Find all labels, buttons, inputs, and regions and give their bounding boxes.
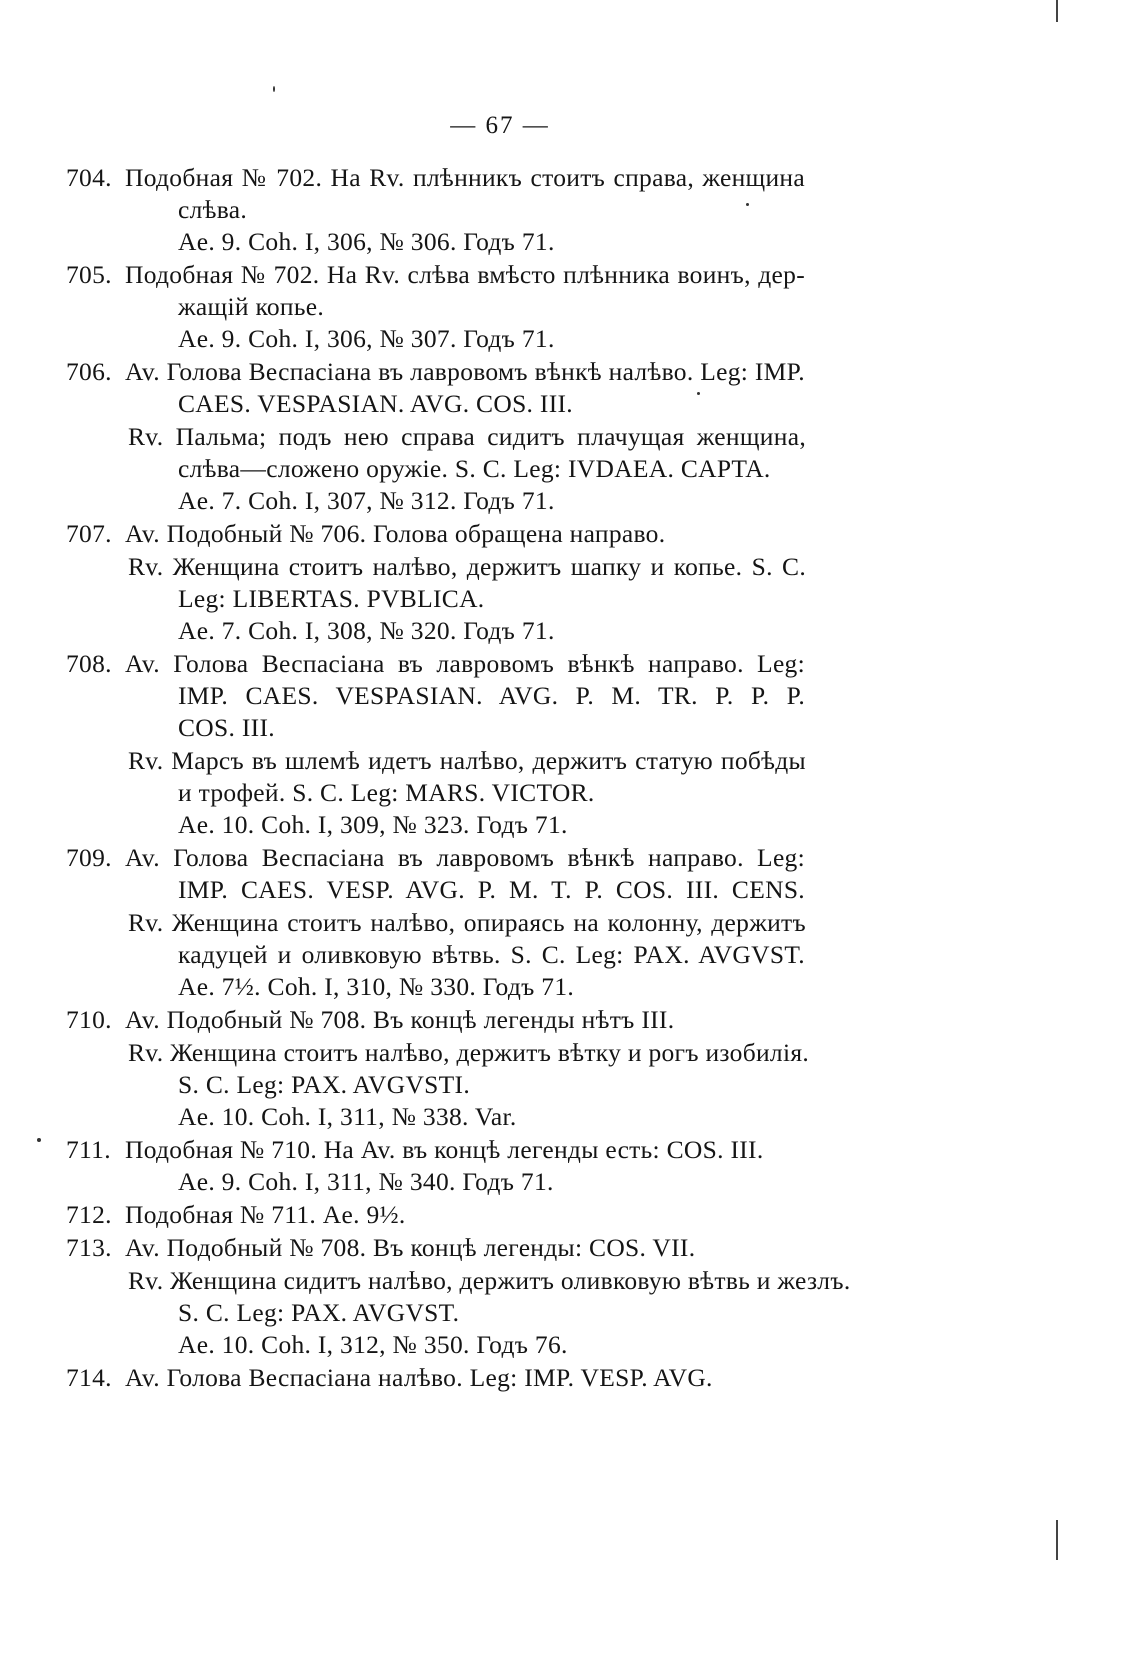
entry-710-line-4: Ae. 10. Coh. I, 311, № 338. Var. xyxy=(178,1102,517,1131)
entry-705-line-1: Подобная № 702. На Rv. слѣва вмѣсто плѣнника воинъ, дер- xyxy=(125,260,805,289)
entry-707-line-1: Av. Подобный № 706. Голова обращена направо. xyxy=(125,519,666,548)
entry-714-line-1: Av. Голова Веспасіана налѣво. Leg: IMP. VESP. AVG. xyxy=(125,1363,713,1392)
entry-708-line-4: Rv. Марсъ въ шлемѣ идетъ налѣво, держитъ статую побѣды xyxy=(128,746,806,775)
entry-number-712: 712. xyxy=(66,1200,112,1229)
entry-705-line-3: Ae. 9. Coh. I, 306, № 307. Годъ 71. xyxy=(178,324,555,353)
scan-speck xyxy=(273,86,275,92)
scan-speck xyxy=(746,203,749,206)
entry-705-line-2: жащій копье. xyxy=(178,292,325,321)
entry-number-705: 705. xyxy=(66,260,112,289)
entry-707-line-2: Rv. Женщина стоитъ налѣво, держитъ шапку и копье. S. C. xyxy=(128,552,806,581)
entry-number-710: 710. xyxy=(66,1005,112,1034)
entry-709-line-5: Ae. 7½. Coh. I, 310, № 330. Годъ 71. xyxy=(178,972,575,1001)
entry-number-708: 708. xyxy=(66,649,112,678)
entry-709-line-2: IMP. CAES. VESP. AVG. P. M. T. P. COS. III. CENS. xyxy=(178,875,805,904)
scan-edge-mark xyxy=(1056,1520,1058,1560)
entry-708-line-5: и трофей. S. C. Leg: MARS. VICTOR. xyxy=(178,778,595,807)
entry-713-line-3: S. C. Leg: PAX. AVGVST. xyxy=(178,1298,460,1327)
entry-707-line-3: Leg: LIBERTAS. PVBLICA. xyxy=(178,584,485,613)
entry-713-line-4: Ae. 10. Coh. I, 312, № 350. Годъ 76. xyxy=(178,1330,568,1359)
entry-708-line-6: Ae. 10. Coh. I, 309, № 323. Годъ 71. xyxy=(178,810,568,839)
entry-708-line-2: IMP. CAES. VESPASIAN. AVG. P. M. TR. P. P. P. xyxy=(178,681,805,710)
entry-706-line-4: слѣва—сложено оружіе. S. C. Leg: IVDAEA. CAPTA. xyxy=(178,454,771,483)
entry-712-line-1: Подобная № 711. Ae. 9½. xyxy=(125,1200,406,1229)
entry-710-line-3: S. C. Leg: PAX. AVGVSTI. xyxy=(178,1070,471,1099)
page-number: — 67 — xyxy=(450,112,550,139)
entry-709-line-3: Rv. Женщина стоитъ налѣво, опираясь на колонну, держитъ xyxy=(128,908,806,937)
scan-speck xyxy=(37,1138,41,1142)
entry-706-line-3: Rv. Пальма; подъ нею справа сидитъ плачущая женщина, xyxy=(128,422,806,451)
entry-713-line-2: Rv. Женщина сидитъ налѣво, держитъ оливковую вѣтвь и жезлъ. xyxy=(128,1266,851,1295)
entry-number-713: 713. xyxy=(66,1233,112,1262)
entry-704-line-1: Подобная № 702. На Rv. плѣнникъ стоитъ справа, женщина xyxy=(125,163,805,192)
entry-709-line-1: Av. Голова Веспасіана въ лавровомъ вѣнкѣ направо. Leg: xyxy=(125,843,805,872)
scan-speck xyxy=(697,392,700,395)
entry-706-line-1: Av. Голова Веспасіана въ лавровомъ вѣнкѣ налѣво. Leg: IMP. xyxy=(125,357,805,386)
entry-number-711: 711. xyxy=(66,1135,111,1164)
entry-number-706: 706. xyxy=(66,357,112,386)
entry-707-line-4: Ae. 7. Coh. I, 308, № 320. Годъ 71. xyxy=(178,616,555,645)
entry-710-line-1: Av. Подобный № 708. Въ концѣ легенды нѣтъ III. xyxy=(125,1005,675,1034)
entry-number-704: 704. xyxy=(66,163,112,192)
entry-710-line-2: Rv. Женщина стоитъ налѣво, держитъ вѣтку и рогъ изобилія. xyxy=(128,1038,810,1067)
entry-706-line-2: CAES. VESPASIAN. AVG. COS. III. xyxy=(178,389,573,418)
scan-edge-mark xyxy=(1056,0,1058,22)
entry-709-line-4: кадуцей и оливковую вѣтвь. S. C. Leg: PAX. AVGVST. xyxy=(178,940,805,969)
entry-711-line-1: Подобная № 710. На Av. въ концѣ легенды есть: COS. III. xyxy=(125,1135,764,1164)
entry-number-707: 707. xyxy=(66,519,112,548)
entry-706-line-5: Ae. 7. Coh. I, 307, № 312. Годъ 71. xyxy=(178,486,555,515)
entry-711-line-2: Ae. 9. Coh. I, 311, № 340. Годъ 71. xyxy=(178,1167,554,1196)
entry-number-714: 714. xyxy=(66,1363,112,1392)
entry-713-line-1: Av. Подобный № 708. Въ концѣ легенды: COS. VII. xyxy=(125,1233,696,1262)
entry-704-line-3: Ae. 9. Coh. I, 306, № 306. Годъ 71. xyxy=(178,227,555,256)
entry-704-line-2: слѣва. xyxy=(178,195,248,224)
entry-number-709: 709. xyxy=(66,843,112,872)
entry-708-line-1: Av. Голова Веспасіана въ лавровомъ вѣнкѣ направо. Leg: xyxy=(125,649,805,678)
entry-708-line-3: COS. III. xyxy=(178,713,275,742)
